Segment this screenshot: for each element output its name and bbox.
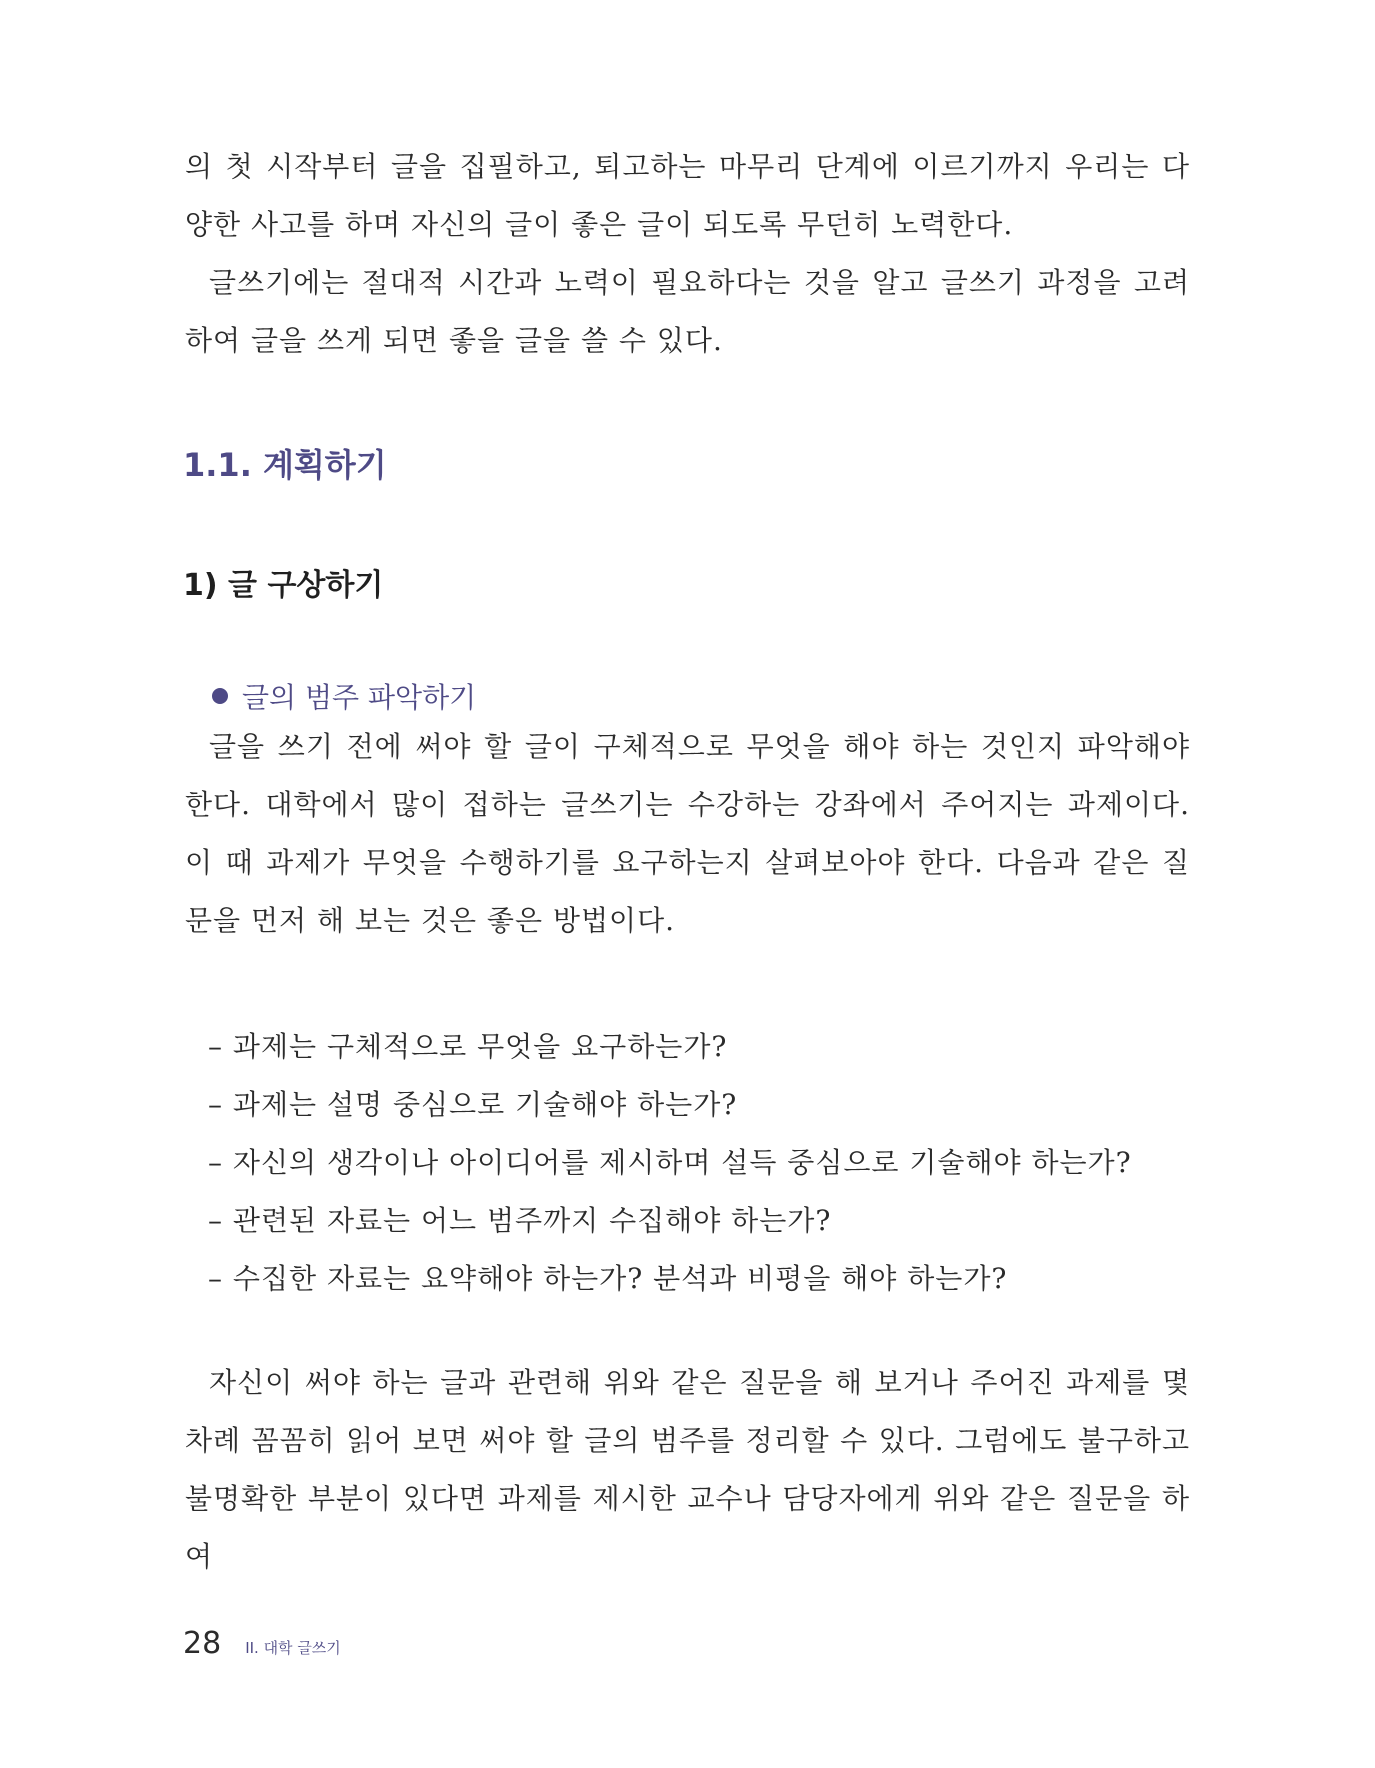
- bullet-item: [212, 676, 476, 716]
- page-footer: [183, 1626, 341, 1661]
- footer-chapter-title: II. 대학 글쓰기: [245, 1639, 341, 1657]
- section-heading: 1.1. 계획하기: [183, 446, 387, 484]
- intro-paragraph-1: 의 첫 시작부터 글을 집필하고, 퇴고하는 마무리 단계에 이르기까지 우리는 다양한 사고를 하며 자신의 글이 좋은 글이 되도록 무던히 노력한다.: [185, 150, 1190, 241]
- question-item: – 관련된 자료는 어느 범주까지 수집해야 하는가?: [208, 1204, 832, 1237]
- body-paragraph-1: 글을 쓰기 전에 써야 할 글이 구체적으로 무엇을 해야 하는 것인지 파악해야 한다. 대학에서 많이 접하는 글쓰기는 수강하는 강좌에서 주어지는 과제이다. 이 때 과제가 무엇을 수행하기를 요구하는지 살펴보아야 한다. 다음과 같은 질문을 먼저 해 보는 것은 좋은 방법이다.: [185, 730, 1190, 937]
- body-block-1: [185, 718, 1190, 950]
- sub-heading: 1) 글 구상하기: [183, 568, 384, 603]
- question-item: – 과제는 설명 중심으로 기술해야 하는가?: [208, 1088, 738, 1121]
- question-item: – 과제는 구체적으로 무엇을 요구하는가?: [208, 1030, 728, 1063]
- question-item: – 수집한 자료는 요약해야 하는가? 분석과 비평을 해야 하는가?: [208, 1262, 1008, 1295]
- page-number: 28: [183, 1626, 222, 1661]
- intro-block: [185, 138, 1190, 370]
- bullet-label: 글의 범주 파악하기: [242, 681, 477, 714]
- question-item: – 자신의 생각이나 아이디어를 제시하며 설득 중심으로 기술해야 하는가?: [208, 1146, 1132, 1179]
- intro-paragraph-2: 글쓰기에는 절대적 시간과 노력이 필요하다는 것을 알고 글쓰기 과정을 고려하여 글을 쓰게 되면 좋을 글을 쓸 수 있다.: [185, 266, 1190, 357]
- body-paragraph-2: 자신이 써야 하는 글과 관련해 위와 같은 질문을 해 보거나 주어진 과제를 몇 차례 꼼꼼히 읽어 보면 써야 할 글의 범주를 정리할 수 있다. 그럼에도 불구하고 불명확한 부분이 있다면 과제를 제시한 교수나 담당자에게 위와 같은 질문을 하여: [185, 1366, 1190, 1573]
- bullet-dot-icon: [212, 688, 228, 704]
- question-list: [208, 1018, 1132, 1308]
- body-block-2: [185, 1354, 1190, 1586]
